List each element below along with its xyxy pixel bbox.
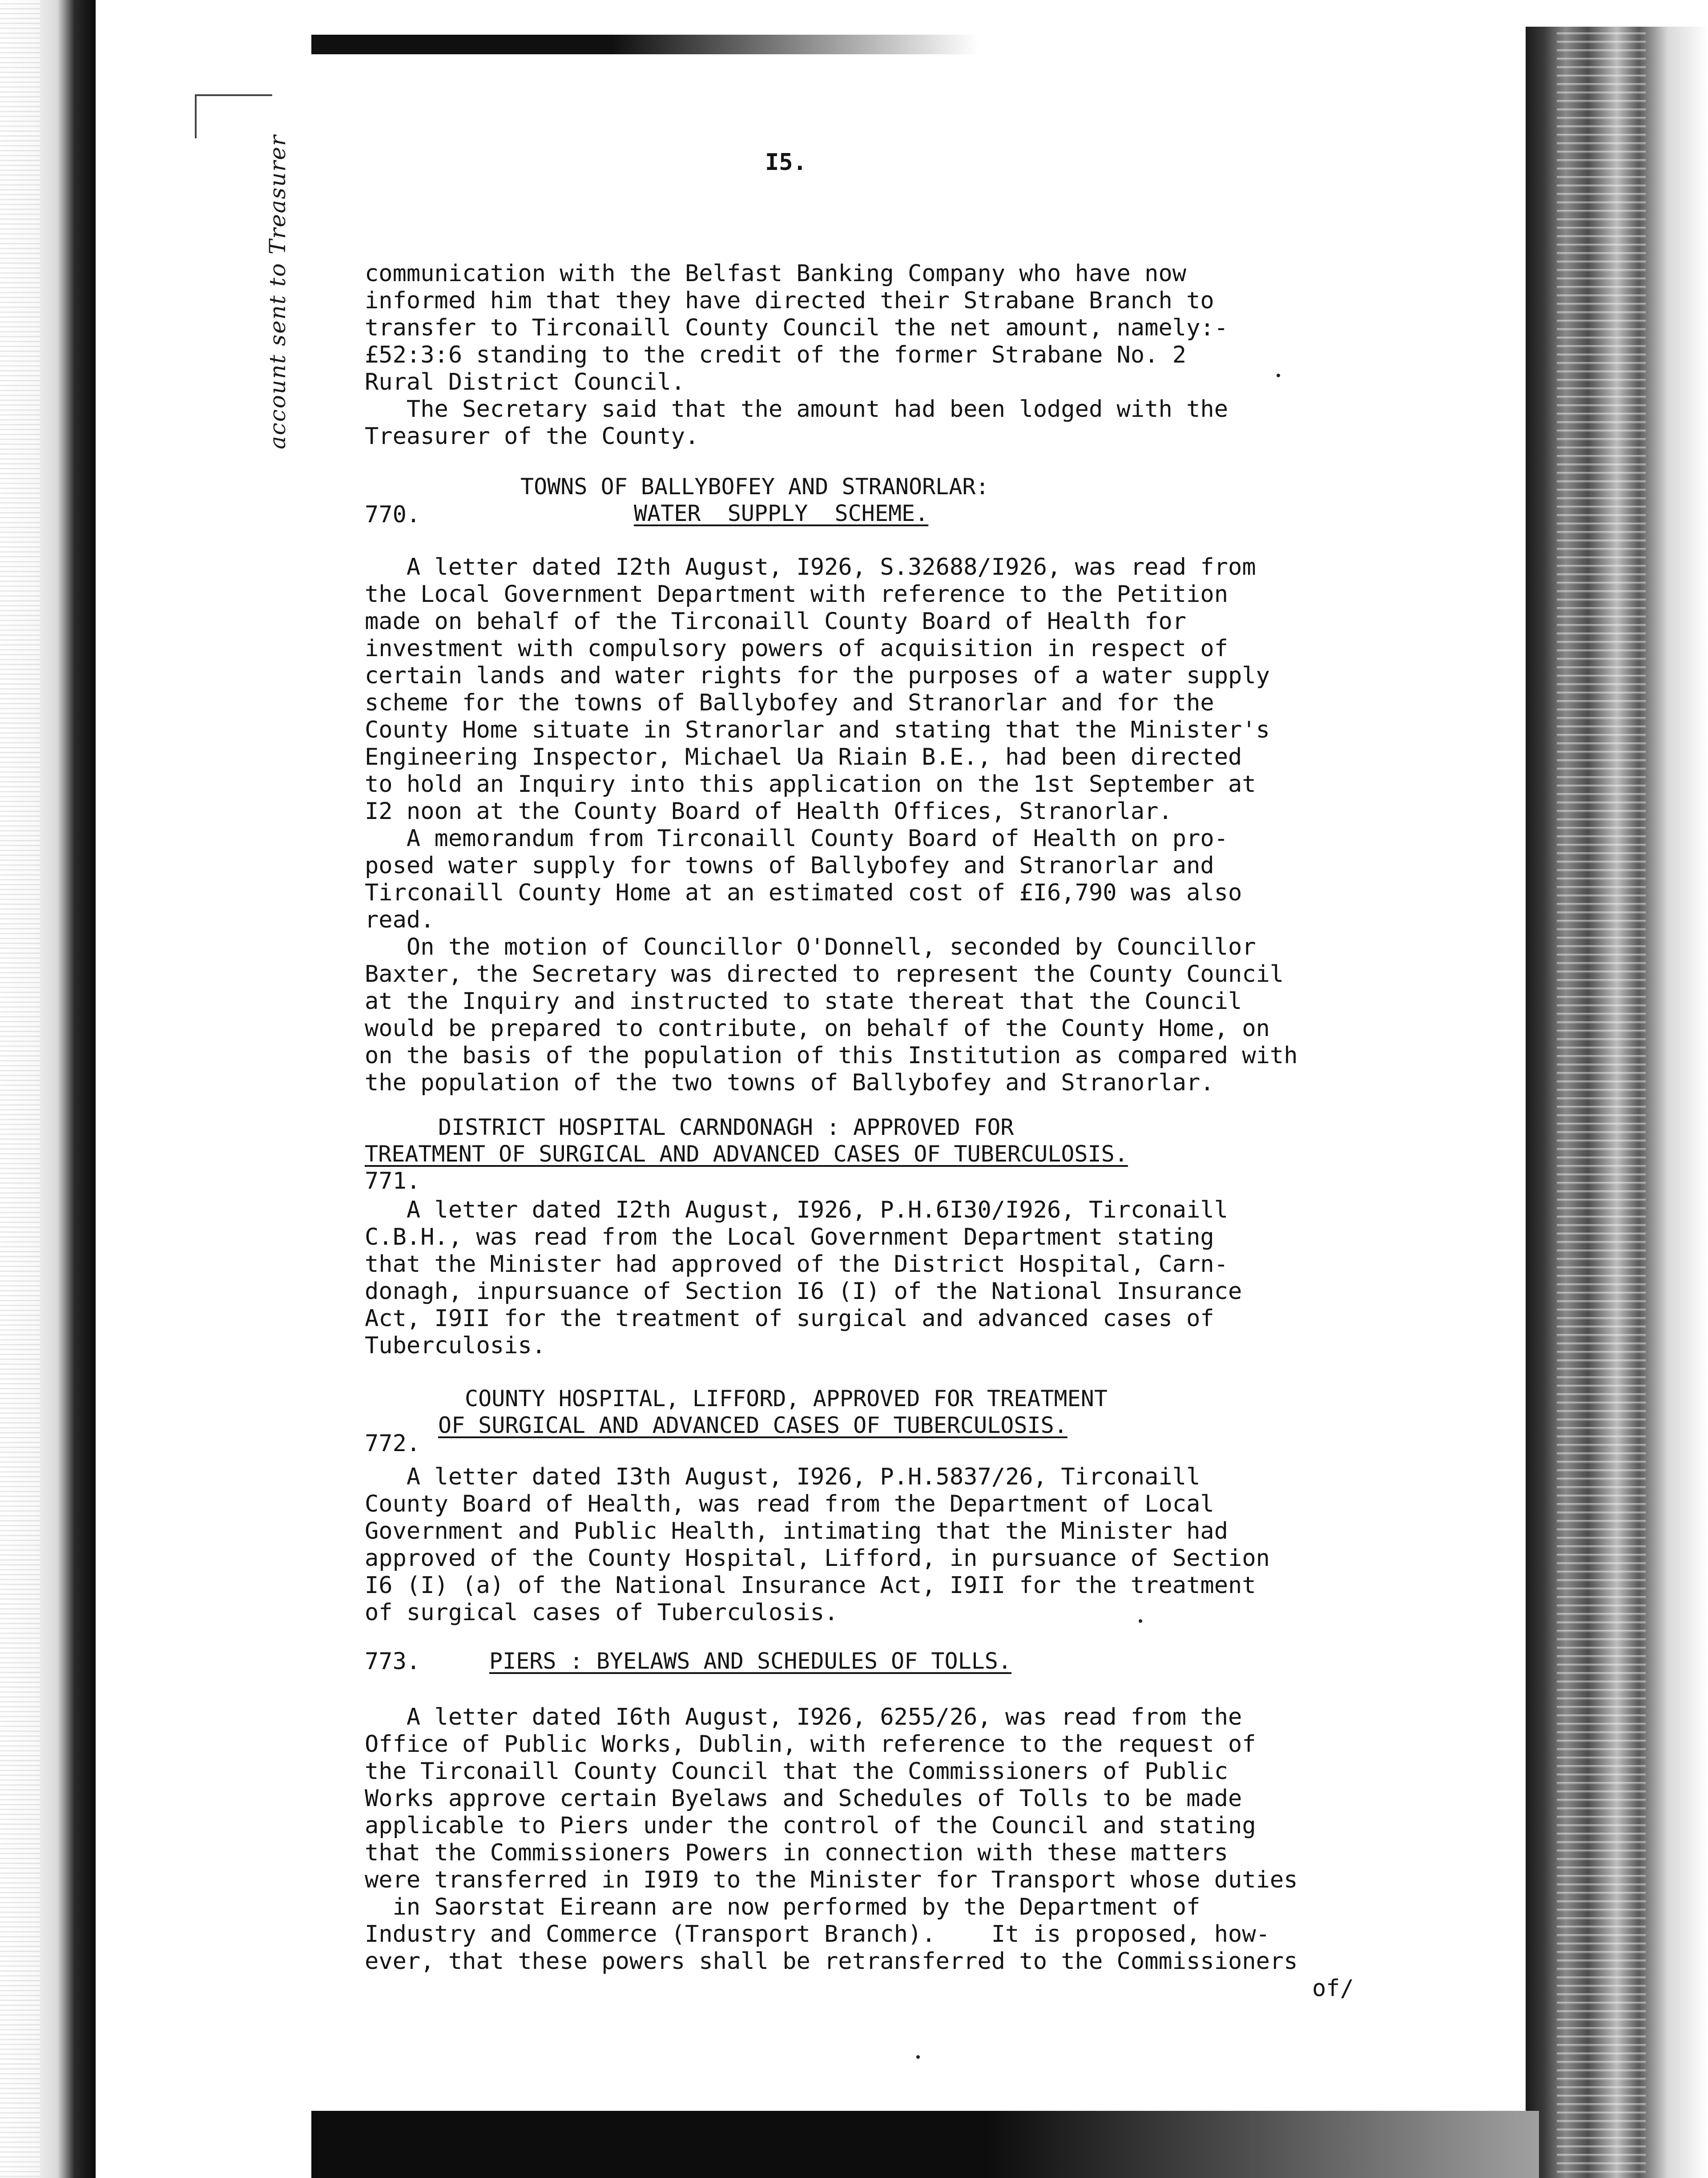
text-line: applicable to Piers under the control of the Council and stating (365, 1812, 1256, 1839)
text-line: Tirconaill County Home at an estimated cost of £I6,790 was also (365, 879, 1242, 906)
item-773-body (365, 1704, 1477, 1975)
text-line: Office of Public Works, Dublin, with reference to the request of (365, 1731, 1256, 1758)
text-line: Government and Public Health, intimating that the Minister had (365, 1518, 1229, 1545)
scan-edge-right-noise (1557, 27, 1646, 2178)
text-line: in Saorstat Eireann are now performed by the Department of (365, 1894, 1200, 1920)
text-line: On the motion of Councillor O'Donnell, seconded by Councillor (365, 934, 1256, 960)
text-line: A letter dated I6th August, I926, 6255/26, was read from the (365, 1704, 1242, 1730)
item-772-body (365, 1464, 1477, 1626)
text-line: informed him that they have directed their Strabane Branch to (365, 287, 1214, 314)
text-line: at the Inquiry and instructed to state thereat that the Council (365, 988, 1242, 1015)
text-line: A letter dated I3th August, I926, P.H.5837/26, Tirconaill (365, 1464, 1200, 1490)
text-line: Treasurer of the County. (365, 423, 699, 450)
text-line: posed water supply for towns of Ballybofey and Stranorlar and (365, 852, 1214, 879)
text-line: A memorandum from Tirconaill County Board of Health on pro- (365, 825, 1229, 852)
text-line: the Tirconaill County Council that the Commissioners of Public (365, 1758, 1229, 1785)
item-771-body (365, 1197, 1477, 1359)
text-line: made on behalf of the Tirconaill County Board of Health for (365, 608, 1187, 635)
item-770-body (365, 554, 1477, 1097)
item-772-heading-line1: COUNTY HOSPITAL, LIFFORD, APPROVED FOR TREATMENT (465, 1386, 1108, 1412)
scan-top-shadow (311, 35, 979, 54)
text-line: ever, that these powers shall be retransferred to the Commissioners (365, 1948, 1298, 1975)
text-line: C.B.H., was read from the Local Government Department stating (365, 1224, 1214, 1250)
catchword: of/ (1312, 1975, 1354, 2002)
page-number: I5. (765, 149, 807, 176)
text-line: County Home situate in Stranorlar and stating that the Minister's (365, 717, 1270, 743)
text-line: County Board of Health, was read from the Department of Local (365, 1491, 1214, 1517)
text-line: that the Commissioners Powers in connection with these matters (365, 1839, 1229, 1866)
item-773-heading: PIERS : BYELAWS AND SCHEDULES OF TOLLS. (489, 1648, 1011, 1674)
text-line: donagh, inpursuance of Section I6 (I) of the National Insurance (365, 1278, 1242, 1305)
text-line: the Local Government Department with reference to the Petition (365, 581, 1229, 608)
item-771-number: 771. (365, 1168, 421, 1194)
item-772-number: 772. (365, 1430, 421, 1457)
text-line: transfer to Tirconaill County Council the net amount, namely:- (365, 315, 1229, 341)
text-line: £52:3:6 standing to the credit of the former Strabane No. 2 (365, 342, 1187, 368)
text-line: communication with the Belfast Banking Company who have now (365, 260, 1187, 287)
text-line: Baxter, the Secretary was directed to represent the County Council (365, 961, 1284, 988)
text-line: Works approve certain Byelaws and Schedules of Tolls to be made (365, 1785, 1242, 1812)
ink-speck (1277, 374, 1280, 377)
text-line: Rural District Council. (365, 369, 685, 395)
intro-paragraph (365, 260, 1477, 450)
item-770-heading-line1: TOWNS OF BALLYBOFEY AND STRANORLAR: (520, 474, 989, 500)
text-line: Industry and Commerce (Transport Branch). It is proposed, how- (365, 1921, 1270, 1948)
text-line: Act, I9II for the treatment of surgical and advanced cases of (365, 1305, 1214, 1332)
item-770-heading-line2: WATER SUPPLY SCHEME. (634, 500, 929, 526)
item-773-number: 773. (365, 1648, 421, 1675)
corner-registration-mark (195, 94, 272, 138)
scan-edge-left-noise (0, 0, 40, 2178)
text-line: were transferred in I9I9 to the Minister for Transport whose duties (365, 1867, 1298, 1893)
text-line: read. (365, 907, 435, 933)
text-line: I6 (I) (a) of the National Insurance Act, I9II for the treatment (365, 1572, 1256, 1599)
text-line: would be prepared to contribute, on behalf of the County Home, on (365, 1015, 1270, 1042)
text-line: Engineering Inspector, Michael Ua Riain B.E., had been directed (365, 744, 1242, 770)
text-line: certain lands and water rights for the purposes of a water supply (365, 662, 1270, 689)
item-771-heading-line1: DISTRICT HOSPITAL CARNDONAGH : APPROVED FOR (438, 1114, 1014, 1140)
text-line: I2 noon at the County Board of Health Offices, Stranorlar. (365, 798, 1172, 825)
text-line: of surgical cases of Tuberculosis. (365, 1599, 838, 1626)
text-line: approved of the County Hospital, Lifford, in pursuance of Section (365, 1545, 1270, 1572)
item-770-number: 770. (365, 501, 421, 528)
ink-speck (916, 2055, 920, 2059)
ink-speck (1139, 1619, 1142, 1623)
text-line: The Secretary said that the amount had been lodged with the (365, 396, 1229, 423)
handwritten-margin-note: account sent to Treasurer (265, 134, 290, 449)
text-line: on the basis of the population of this Institution as compared with (365, 1042, 1298, 1069)
text-line: Tuberculosis. (365, 1332, 546, 1359)
text-line: the population of the two towns of Ballybofey and Stranorlar. (365, 1069, 1214, 1096)
text-line: scheme for the towns of Ballybofey and Stranorlar and for the (365, 690, 1214, 716)
text-line: investment with compulsory powers of acquisition in respect of (365, 635, 1229, 662)
text-line: A letter dated I2th August, I926, P.H.6I30/I926, Tirconaill (365, 1197, 1229, 1223)
text-line: that the Minister had approved of the District Hospital, Carn- (365, 1251, 1229, 1278)
item-772-heading-line2: OF SURGICAL AND ADVANCED CASES OF TUBERCULOSIS. (438, 1412, 1068, 1438)
item-771-heading-line2: TREATMENT OF SURGICAL AND ADVANCED CASES OF TUBERCULOSIS. (365, 1141, 1128, 1167)
text-line: A letter dated I2th August, I926, S.32688/I926, was read from (365, 554, 1256, 581)
scan-bottom-shadow (311, 2111, 1539, 2178)
text-line: to hold an Inquiry into this application on the 1st September at (365, 771, 1256, 798)
